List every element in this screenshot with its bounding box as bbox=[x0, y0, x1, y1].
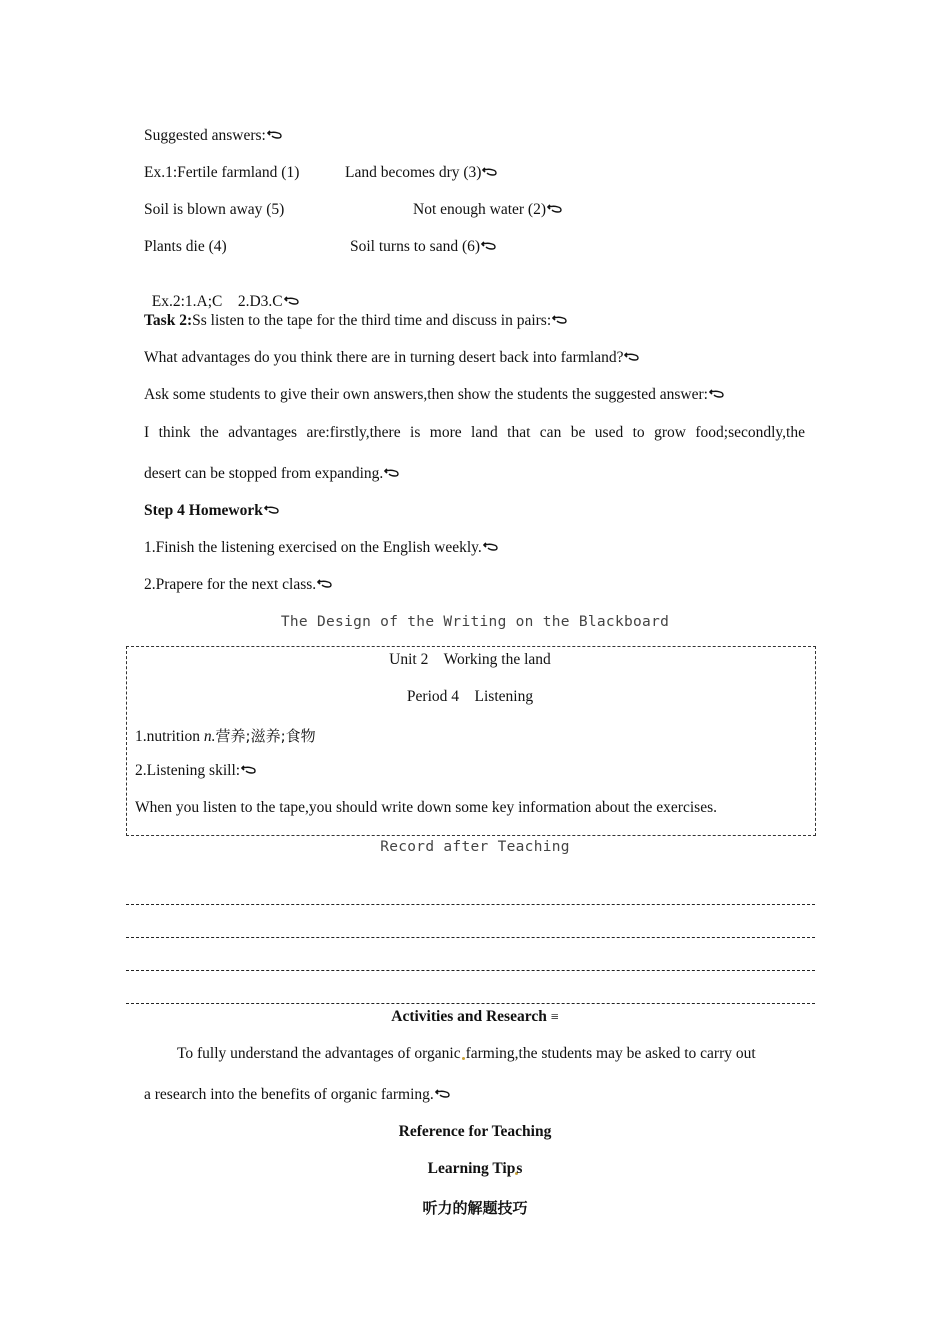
anchor-dot-icon bbox=[462, 1057, 465, 1060]
list-lines-icon: ≡ bbox=[550, 1010, 559, 1025]
step4-heading: Step 4 Homework bbox=[144, 502, 280, 520]
ex1-row3-left: Plants die (4) bbox=[144, 238, 227, 255]
record-caption: Record after Teaching bbox=[380, 839, 570, 855]
task2-answer-line2: desert can be stopped from expanding. bbox=[144, 465, 400, 483]
return-arrow-icon bbox=[284, 295, 300, 307]
return-arrow-icon bbox=[624, 351, 640, 363]
return-arrow-icon bbox=[317, 578, 333, 590]
return-arrow-icon bbox=[241, 764, 257, 776]
record-line-4 bbox=[126, 1003, 815, 1004]
ex1-row1-right: Land becomes dry (3) bbox=[345, 164, 498, 182]
ex1-row2-right: Not enough water (2) bbox=[413, 201, 563, 219]
record-line-1 bbox=[126, 904, 815, 905]
return-arrow-icon bbox=[264, 504, 280, 516]
blackboard-period: Period 4 Listening bbox=[406, 688, 534, 705]
blackboard-skill: 2.Listening skill: bbox=[135, 762, 257, 780]
ex2-answers: Ex.2:1.A;C 2.D3.C bbox=[144, 275, 300, 311]
learning-tips-heading: Learning Tips bbox=[427, 1160, 523, 1177]
activities-text-line2: a research into the benefits of organic farming. bbox=[144, 1086, 451, 1104]
activities-text-line1: To fully understand the advantages of organic farming,the students may be asked to carry out bbox=[177, 1045, 756, 1062]
homework-item-2: 2.Prapere for the next class. bbox=[144, 576, 333, 594]
chinese-title: 听力的解题技巧 bbox=[422, 1199, 528, 1217]
task2-question: What advantages do you think there are in turning desert back into farmland? bbox=[144, 349, 640, 367]
return-arrow-icon bbox=[483, 541, 499, 553]
activities-heading: Activities and Research ≡ bbox=[391, 1008, 559, 1025]
return-arrow-icon bbox=[384, 467, 400, 479]
return-arrow-icon bbox=[267, 129, 283, 141]
blackboard-unit: Unit 2 Working the land bbox=[389, 651, 551, 668]
ex1-row2-left: Soil is blown away (5) bbox=[144, 201, 285, 218]
return-arrow-icon bbox=[552, 314, 568, 326]
record-line-3 bbox=[126, 970, 815, 971]
task2-intro: Task 2:Ss listen to the tape for the third time and discuss in pairs: bbox=[144, 312, 568, 330]
return-arrow-icon bbox=[435, 1088, 451, 1100]
blackboard-skill-text: When you listen to the tape,you should write down some key information about the exercises. bbox=[135, 799, 717, 816]
return-arrow-icon bbox=[547, 203, 563, 215]
return-arrow-icon bbox=[709, 388, 725, 400]
return-arrow-icon bbox=[481, 240, 497, 252]
ex1-row1-left: Ex.1:Fertile farmland (1) bbox=[144, 164, 300, 181]
task2-answer-line1: I think the advantages are:firstly,there is more land that can be used to grow food;secondly,the bbox=[144, 424, 805, 441]
homework-item-1: 1.Finish the listening exercised on the English weekly. bbox=[144, 539, 499, 557]
blackboard-vocab: 1.nutrition n.营养;滋养;食物 bbox=[135, 727, 316, 745]
reference-heading: Reference for Teaching bbox=[398, 1123, 552, 1140]
record-line-2 bbox=[126, 937, 815, 938]
task2-instruction: Ask some students to give their own answers,then show the students the suggested answer: bbox=[144, 386, 725, 404]
suggested-answers-heading: Suggested answers: bbox=[144, 127, 283, 145]
blackboard-caption: The Design of the Writing on the Blackboard bbox=[280, 614, 670, 630]
return-arrow-icon bbox=[482, 166, 498, 178]
ex1-row3-right: Soil turns to sand (6) bbox=[350, 238, 497, 256]
